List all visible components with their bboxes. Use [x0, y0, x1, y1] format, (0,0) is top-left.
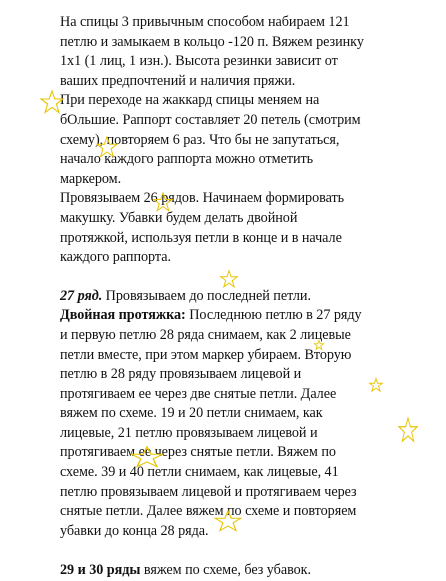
- text-line: [60, 561, 438, 581]
- row-27-line2-text: Последнюю петлю в 27 ряду: [185, 307, 362, 324]
- text-line: вяжем по схеме. 19 и 20 петли снимаем, как: [60, 405, 323, 422]
- row-27-label: 27 ряд.: [60, 287, 103, 304]
- text-line: протяжкой, используя петли в конце и в начале: [60, 229, 342, 246]
- paragraph-rows-29-30: [60, 561, 438, 581]
- text-line: петли вместе, при этом маркер убираем. Вторую: [60, 346, 352, 363]
- rows-29-30-text: вяжем по схеме, без убавок.: [140, 562, 312, 579]
- rows-29-30-label: 29 и 30 ряды: [60, 562, 141, 579]
- text-line: убавки до конца 28 ряда.: [60, 522, 209, 539]
- text-line: петлю и замыкаем в кольцо -120 п. Вяжем резинку: [60, 33, 364, 50]
- text-line: [60, 306, 438, 326]
- text-line: При переходе на жаккард спицы меняем на: [60, 92, 320, 109]
- text-line: протягиваем ее через две снятые петли. Далее: [60, 385, 337, 402]
- paragraph-jacquard: [60, 91, 438, 189]
- paragraph-spacer: [60, 268, 438, 287]
- text-line: 1х1 (1 лиц, 1 изн.). Высота резинки зависит от: [60, 53, 338, 70]
- text-line: каждого раппорта.: [60, 249, 171, 266]
- text-line: Провязываем 26 рядов. Начинаем формировать: [60, 190, 345, 207]
- text-line: [60, 287, 438, 307]
- row-27-line1-text: Провязываем до последней петли.: [102, 287, 311, 304]
- text-line: схему), повторяем 6 раз. Что бы не запутаться,: [60, 131, 340, 148]
- paragraph-crown: [60, 189, 438, 267]
- text-line: бОльшие. Раппорт составляет 20 петель (смотрим: [60, 111, 361, 128]
- text-line: начало каждого раппорта можно отметить: [60, 151, 314, 168]
- text-line: схеме. 39 и 40 петли снимаем, как лицевые, 41: [60, 464, 339, 481]
- document-page: [60, 0, 438, 579]
- text-line: макушку. Убавки будем делать двойной: [60, 209, 298, 226]
- text-line: петлю провязываем лицевой и протягиваем через: [60, 483, 357, 500]
- text-line: петлю в 28 ряду провязываем лицевой и: [60, 366, 302, 383]
- text-line: ваших предпочтений и наличия пряжи.: [60, 72, 296, 89]
- double-pull-label: Двойная протяжка:: [60, 307, 186, 324]
- paragraph-intro: [60, 13, 438, 91]
- text-line: и первую петлю 28 ряда снимаем, как 2 лицевые: [60, 326, 351, 343]
- text-line: лицевые, 21 петлю провязываем лицевой и: [60, 424, 318, 441]
- text-line: протягиваем ее через снятые петли. Вяжем по: [60, 444, 336, 461]
- text-line: На спицы 3 привычным способом набираем 121: [60, 14, 350, 30]
- paragraph-spacer: [60, 541, 438, 561]
- paragraph-row-27: [60, 287, 438, 542]
- text-line: снятые петли. Далее вяжем по схеме и повторяем: [60, 503, 357, 520]
- text-line: маркером.: [60, 170, 122, 187]
